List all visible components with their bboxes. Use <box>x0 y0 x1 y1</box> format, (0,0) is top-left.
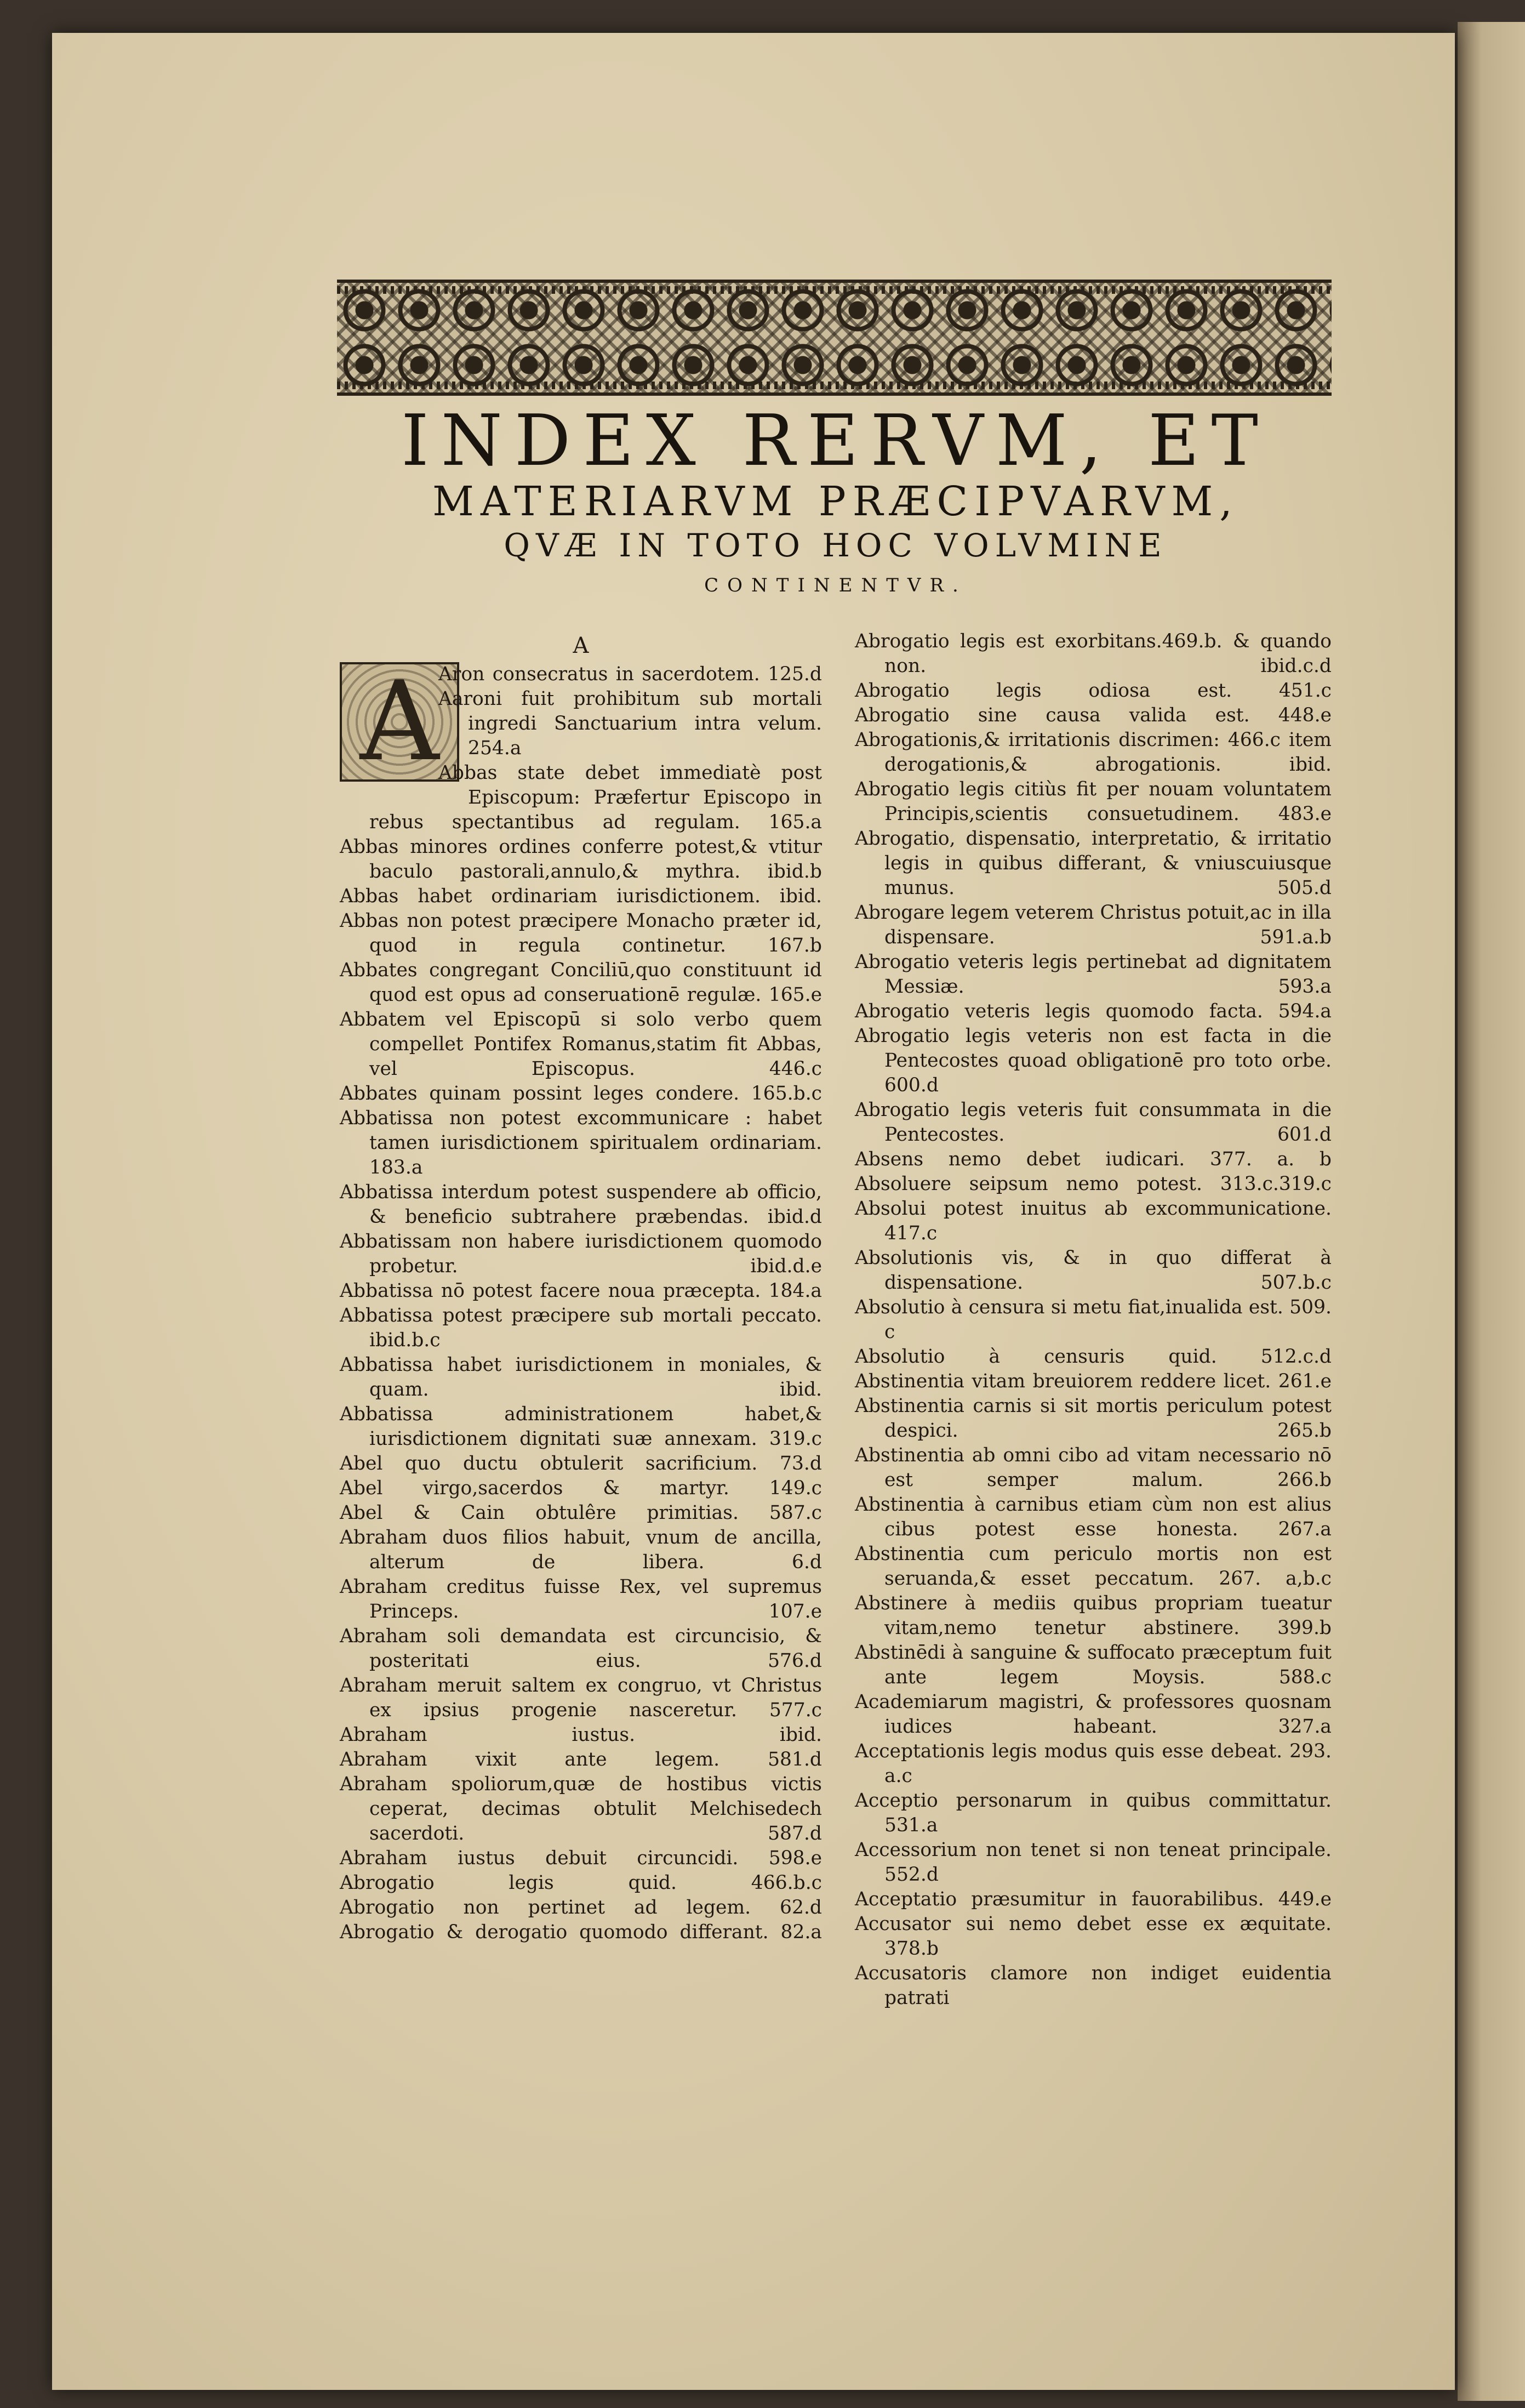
index-entry: Abrogatio veteris legis pertinebat ad dignitatem Messiæ. 593.a <box>855 951 1332 998</box>
index-entry: Acceptio personarum in quibus committatur. 531.a <box>855 1790 1332 1836</box>
index-entry: Abraham duos filios habuit, vnum de ancilla, alterum de libera. 6.d <box>340 1527 822 1573</box>
drop-cap-initial: A <box>340 662 459 782</box>
index-entry: Abstinēdi à sanguine & suffocato præceptum fuit ante legem Moysis. 588.c <box>855 1642 1332 1688</box>
right-entry-list <box>855 629 1332 2011</box>
index-entry: Abstinentia à carnibus etiam cùm non est alius cibus potest esse honesta. 267.a <box>855 1494 1332 1540</box>
index-entry: Absolutionis vis, & in quo differat à dispensatione. 507.b.c <box>855 1247 1332 1294</box>
index-entry: Abstinere à mediis quibus propriam tueatur vitam,nemo tenetur abstinere. 399.b <box>855 1592 1332 1639</box>
index-entry: Acceptatio præsumitur in fauorabilibus. 449.e <box>855 1888 1332 1910</box>
index-entry: Abrogare legem veterem Christus potuit,ac in illa dispensare. 591.a.b <box>855 902 1332 948</box>
index-entry: Abraham iustus. ibid. <box>340 1724 822 1746</box>
index-entry: Abrogatio legis veteris non est facta in die Pentecostes quoad obligationē pro toto orbe. 600.d <box>855 1025 1332 1096</box>
index-entry: Academiarum magistri, & professores quosnam iudices habeant. 327.a <box>855 1691 1332 1738</box>
index-title-line-3: QVÆ IN TOTO HOC VOLVMINE <box>504 527 1168 564</box>
index-entry: Absolutio à censura si metu fiat,inualida est. 509. c <box>855 1296 1332 1343</box>
left-entry-list <box>340 662 822 1945</box>
index-entry: Abrogatio legis quid. 466.b.c <box>340 1872 822 1894</box>
index-entry: Abrogatio legis veteris fuit consummata in die Pentecostes. 601.d <box>855 1099 1332 1146</box>
index-entry: Abraham meruit saltem ex congruo, vt Christus ex ipsius progenie nasceretur. 577.c <box>340 1675 822 1721</box>
index-entry: Abel & Cain obtulêre primitias. 587.c <box>340 1502 822 1524</box>
index-title-line-4: CONTINENTVR. <box>704 574 967 596</box>
index-entry: Abbatissa interdum potest suspendere ab officio, & beneficio subtrahere præbendas. ibid.d <box>340 1181 822 1228</box>
adjacent-page-edge <box>1458 22 1525 2401</box>
index-title-line-1: INDEX RERVM, ET <box>401 400 1270 482</box>
index-entry: Abbas minores ordines conferre potest,& vtitur baculo pastorali,annulo,& mythra. ibid.b <box>340 836 822 883</box>
index-title-line-2: MATERIARVM PRÆCIPVARVM, <box>432 478 1239 525</box>
index-entry: Absolutio à censuris quid. 512.c.d <box>855 1346 1332 1368</box>
index-entry: Acceptationis legis modus quis esse debeat. 293. a.c <box>855 1740 1332 1787</box>
index-entry: Accusator sui nemo debet esse ex æquitate. 378.b <box>855 1913 1332 1960</box>
index-entry: Absoluere seipsum nemo potest. 313.c.319.c <box>855 1173 1332 1195</box>
index-entry: Abrogatio legis est exorbitans.469.b. & quando non. ibid.c.d <box>855 630 1332 677</box>
index-entry: Abstinentia cum periculo mortis non est seruanda,& esset peccatum. 267. a,b.c <box>855 1543 1332 1590</box>
index-entry: Abrogatio veteris legis quomodo facta. 594.a <box>855 1000 1332 1022</box>
index-entry: Abel virgo,sacerdos & martyr. 149.c <box>340 1477 822 1499</box>
index-entry: Accusatoris clamore non indiget euidentia patrati <box>855 1962 1332 2009</box>
index-entry: Abbatissa administrationem habet,& iurisdictionem dignitati suæ annexam. 319.c <box>340 1403 822 1450</box>
index-entry: Abbatissam non habere iurisdictionem quomodo probetur. ibid.d.e <box>340 1231 822 1277</box>
index-entry: Accessorium non tenet si non teneat principale. 552.d <box>855 1839 1332 1886</box>
index-entry: Abstinentia ab omni cibo ad vitam necessario nō est semper malum. 266.b <box>855 1444 1332 1491</box>
index-entry: Abrogatio & derogatio quomodo differant. 82.a <box>340 1921 822 1943</box>
index-entry: Abstinentia carnis si sit mortis periculum potest despici. 265.b <box>855 1395 1332 1442</box>
index-entry: Abraham creditus fuisse Rex, vel supremus Princeps. 107.e <box>340 1576 822 1623</box>
index-entry: Abbatissa non potest excommunicare : habet tamen iurisdictionem spiritualem ordinariam. 183.a <box>340 1107 822 1179</box>
index-entry: Abrogatio non pertinet ad legem. 62.d <box>340 1897 822 1919</box>
index-entry: Abbates quinam possint leges condere. 165.b.c <box>340 1083 822 1105</box>
index-entry: Abbas non potest præcipere Monacho præter id, quod in regula continetur. 167.b <box>340 910 822 957</box>
index-entry: Aaroni fuit prohibitum sub mortali ingredi Sanctuarium intra velum. 254.a <box>438 688 822 759</box>
index-entry: Abrogationis,& irritationis discrimen: 466.c item derogationis,& abrogationis. ibid. <box>855 729 1332 776</box>
section-letter: A <box>573 633 589 658</box>
index-entry: Abrogatio legis odiosa est. 451.c <box>855 680 1332 702</box>
index-entry: Abbatissa potest præcipere sub mortali peccato. ibid.b.c <box>340 1305 822 1351</box>
index-entry: Abbas statе debet immediatè post Episcopum: Præfertur Episcopo in rebus spectantibus ad regulam. 165.a <box>369 762 822 833</box>
index-entry: Abbatem vel Episcopū si solo verbo quem compellet Pontifex Romanus,statim fit Abbas, vel Episcopus. 446.c <box>340 1009 822 1080</box>
index-entry: Abbas habet ordinariam iurisdictionem. ibid. <box>340 885 822 907</box>
index-entry: Abstinentia vitam breuiorem reddere licet. 261.e <box>855 1370 1332 1392</box>
index-entry: Absens nemo debet iudicari. 377. a. b <box>855 1148 1332 1170</box>
index-entry: Abraham soli demandata est circuncisio, & posteritati eius. 576.d <box>340 1625 822 1672</box>
index-entry: Abrogatio, dispensatio, interpretatio, & irritatio legis in quibus differant, & vniuscuiusque munus. 505.d <box>855 828 1332 899</box>
index-entry: Abraham vixit ante legem. 581.d <box>340 1749 822 1771</box>
index-entry: Abel quo ductu obtulerit sacrificium. 73.d <box>340 1453 822 1475</box>
ornamental-headpiece-icon <box>337 280 1332 396</box>
index-entry: Aron consecratus in sacerdotem. 125.d <box>438 663 822 685</box>
index-entry: Abbates congregant Conciliū,quo constituunt id quod est opus ad conseruationē regulæ. 165.e <box>340 959 822 1006</box>
index-entry: Abraham spoliorum,quæ de hostibus victis ceperat, decimas obtulit Melchisedech sacerdoti. 587.d <box>340 1773 822 1845</box>
index-entry: Abrogatio legis citiùs fit per nouam voluntatem Principis,scientis consuetudinem. 483.e <box>855 778 1332 825</box>
index-entry: Absolui potest inuitus ab excommunicatione. 417.c <box>855 1198 1332 1244</box>
index-entry: Abbatissa nō potest facere noua præcepta. 184.a <box>340 1280 822 1302</box>
index-entry: Abraham iustus debuit circuncidi. 598.e <box>340 1847 822 1869</box>
index-column-left <box>340 629 822 1945</box>
index-entry: Abrogatio sine causa valida est. 448.e <box>855 704 1332 726</box>
index-column-right <box>855 629 1332 2011</box>
index-entry: Abbatissa habet iurisdictionem in moniales, & quam. ibid. <box>340 1354 822 1401</box>
